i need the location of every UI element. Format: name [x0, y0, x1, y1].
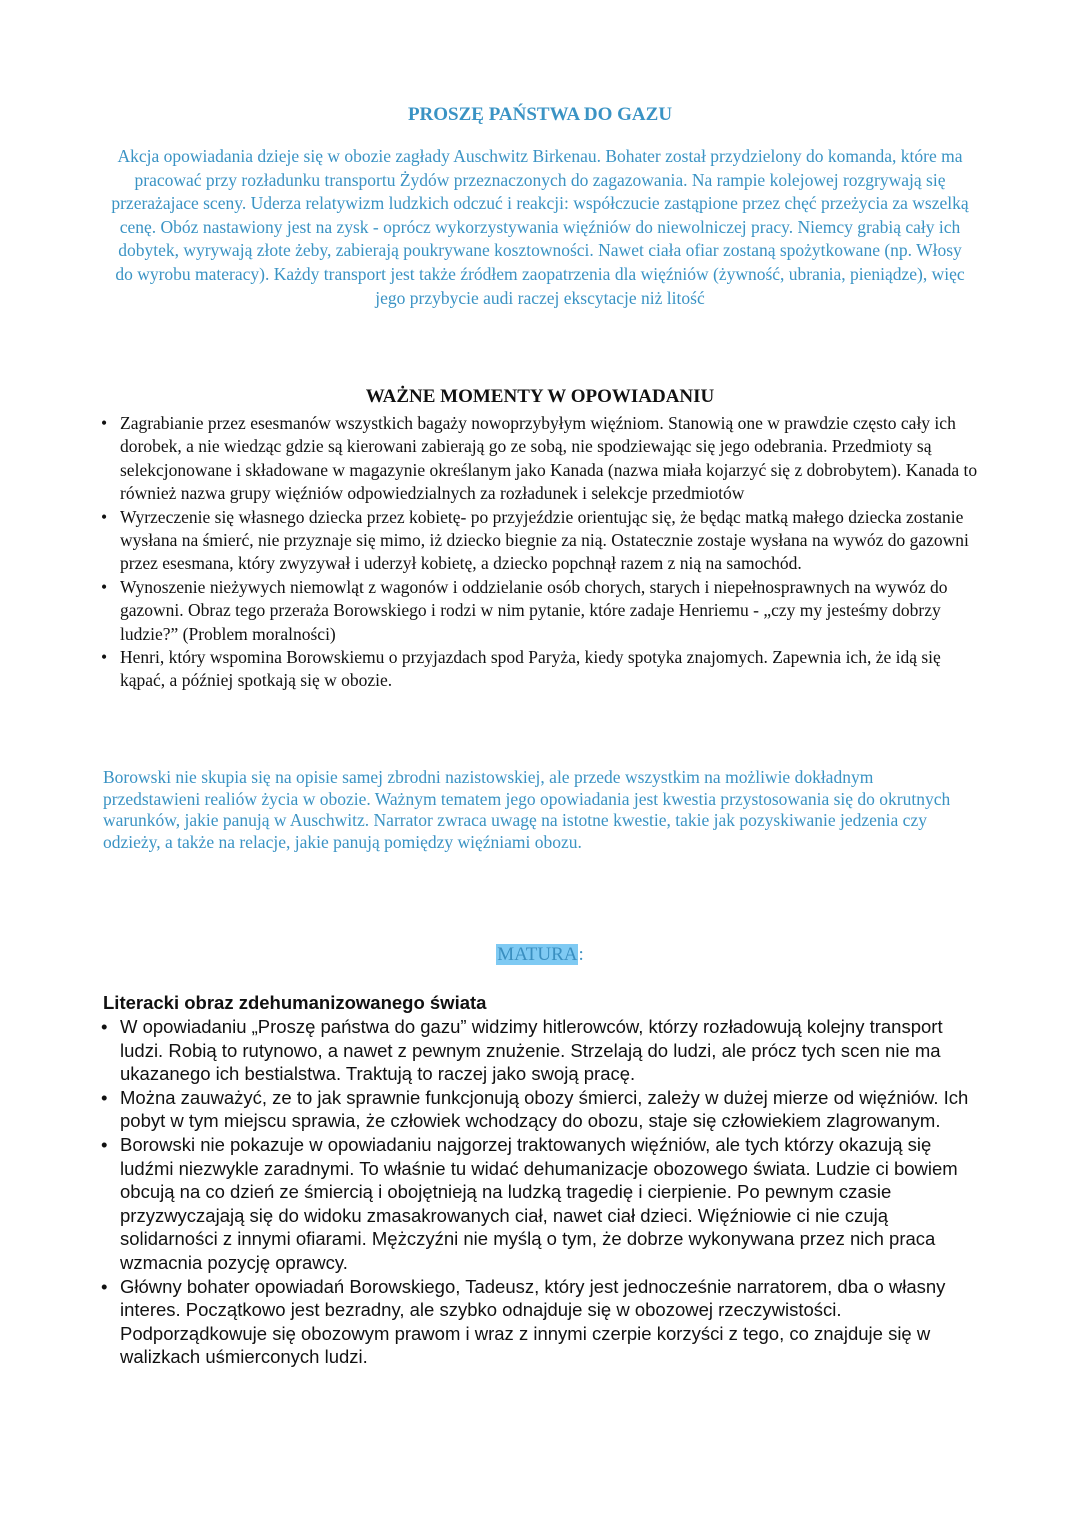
list-item	[101, 1275, 981, 1369]
list-item-text: Główny bohater opowiadań Borowskiego, Tadeusz, który jest jednocześnie narratorem, dba o własny interes. Początkowo jest bezradny, ale szybko odnajduje się w obozowej rzeczywistości. Podporządkowuje się obozowym prawom i wraz z innymi czerpie korzyści z tego, co znajduje się w walizkach uśmierconych ludzi.	[120, 1275, 946, 1368]
document-title: PROSZĘ PAŃSTWA DO GAZU	[407, 104, 673, 125]
list-item	[101, 1015, 981, 1086]
bullet-icon: •	[101, 1275, 108, 1297]
bullet-icon: •	[101, 1133, 108, 1155]
list-item	[101, 576, 981, 646]
bullet-icon: •	[101, 1016, 108, 1037]
list-item-text: Borowski nie pokazuje w opowiadaniu najgorzej traktowanych więźniów, ale tych którzy okazują się ludźmi niezwykle zaradnymi. To właśnie tu widać dehumanizacje obozowego świata. Ludzie ci bowiem obcują na co dzień ze śmiercią i obojętnieją na ludzką tragedię i cierpienie. Po pewnym czasie przyzwyczajają się do widoku zmasakrowanych ciał, nawet ciał dzieci. Więźniowie ci nie czują solidarności z innymi ofiarami. Mężczyźni nie myślą o tym, że dobrze wykonywana przez nich praca wzmacnia pozycję oprawcy.	[120, 1133, 958, 1273]
list-item	[101, 646, 981, 693]
matura-colon: :	[578, 944, 584, 965]
list-item-text: Henri, który wspomina Borowskiemu o przyjazdach spod Paryża, kiedy spotyka znajomych. Zapewnia ich, że idą się kąpać, a później spotkają się w obozie.	[120, 647, 941, 691]
list-item-text: Zagrabianie przez esesmanów wszystkich bagaży nowoprzybyłym więźniom. Stanowią one w prawdzie często cały ich dorobek, a nie wiedząc gdzie są kierowani zabierają go ze sobą, nie spodziewając się jego odebrania. Przedmioty są selekcjonowane i składowane w magazynie określanym jako Kanada (nazwa miała kojarzyć się z dobrobytem). Kanada to również nazwa grupy więźniów odpowiedzialnych za rozładunek i selekcje przedmiotów	[120, 413, 978, 504]
moments-list	[101, 412, 981, 693]
bullet-icon: •	[101, 1086, 108, 1108]
moments-heading: WAŻNE MOMENTY W OPOWIADANIU	[365, 386, 715, 407]
list-item	[101, 1133, 981, 1275]
list-item	[101, 506, 981, 576]
bullet-icon: •	[101, 576, 108, 597]
bullet-icon: •	[101, 413, 108, 433]
bullet-icon: •	[101, 506, 108, 527]
matura-highlight: MATURA	[497, 944, 578, 965]
bullet-icon: •	[101, 647, 108, 668]
list-item	[101, 412, 981, 506]
list-item-text: W opowiadaniu „Proszę państwa do gazu” widzimy hitlerowców, którzy rozładowują kolejny transport ludzi. Robią to rutynowo, a nawet z pewnym znużenie. Strzelają do ludzi, ale prócz tych scen nie ma ukazanego ich bestialstwa. Traktują to raczej jako swoją pracę.	[120, 1016, 943, 1085]
list-item	[101, 1086, 981, 1133]
list-item-text: Wynoszenie nieżywych niemowląt z wagonów i oddzielanie osób chorych, starych i niepełnosprawnych na wywóz do gazowni. Obraz tego przeraża Borowskiego i rodzi w nim pytanie, które zadaje Henriemu - „czy my jesteśmy dobrzy ludzie?” (Problem moralności)	[120, 576, 948, 644]
list-item-text: Można zauważyć, ze to jak sprawnie funkcjonują obozy śmierci, zależy w dużej mierze od więźniów. Ich pobyt w tym miejscu sprawia, że człowiek wchodzący do obozu, staje się człowiekiem zlagrowanym.	[120, 1086, 969, 1132]
intro-paragraph: Akcja opowiadania dzieje się w obozie zagłady Auschwitz Birkenau. Bohater został przydzielony do komanda, które ma pracować przy rozładunku transportu Żydów przeznaczonych do zagazowania. Na rampie kolejowej rozgrywają się przerażajace sceny. Uderza relatywizm ludzkich odczuć i reakcji: współczucie zastąpione przez chęć przeżycia za wszelką cenę. Obóz nastawiony jest na zysk - oprócz wykorzystywania więźniów do niewolniczej pracy. Niemcy grabią cały ich dobytek, wyrywają złote żeby, zabierają poukrywane kosztowności. Nawet ciała ofiar zostaną spożytkowane (np. Włosy do wyrobu materacy). Każdy transport jest także źródłem zaopatrzenia dla więźniów (żywność, ubrania, pieniądze), więc jego przybycie audi raczej ekscytacje niż litość	[111, 146, 969, 308]
dehumanized-list	[101, 1015, 981, 1369]
list-item-text: Wyrzeczenie się własnego dziecka przez kobietę- po przyjeździe orientując się, że będąc matką małego dziecka zostanie wysłana na śmierć, nie przyznaje się mimo, iż dziecko biegnie za nią. Ostatecznie zostaje wysłana na wywóz do gazowni przez esesmana, który zwyzywał i uderzył kobietę, a dziecko popchnął razem z nią na samochód.	[120, 506, 969, 574]
dehumanized-heading: Literacki obraz zdehumanizowanego świata	[103, 992, 487, 1013]
summary-paragraph: Borowski nie skupia się na opisie samej zbrodni nazistowskiej, ale przede wszystkim na możliwie dokładnym przedstawieni realiów życia w obozie. Ważnym tematem jego opowiadania jest kwestia przystosowania się do okrutnych warunków, jakie panują w Auschwitz. Narrator zwraca uwagę na istotne kwestie, takie jak pozyskiwanie jedzenia czy odzieży, a także na relacje, jakie panują pomiędzy więźniami obozu.	[103, 767, 951, 852]
matura-section-label	[0, 943, 1080, 967]
